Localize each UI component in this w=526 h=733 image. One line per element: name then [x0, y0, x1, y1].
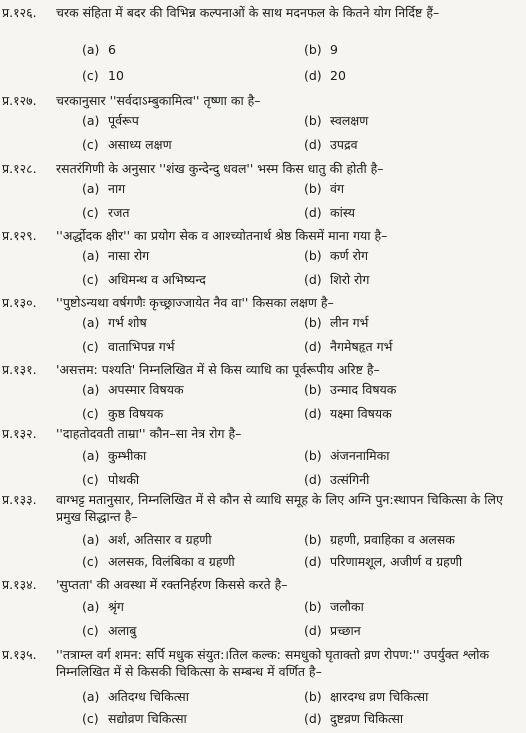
option-a: (a) 6	[82, 42, 116, 57]
option-b: (b) उन्माद विषयक	[304, 382, 397, 397]
question-text: चरक संहिता में बदर की विभिन्न कल्पनाओं के साथ मदनफल के कितने योग निर्दिष्ट हैं–	[56, 5, 440, 20]
option-a: (a) गर्भ शोष	[82, 315, 147, 330]
question-text: ''दाहतोदवती ताम्रा'' कौन–सा नेत्र रोग है–	[56, 426, 242, 441]
question-text: चरकानुसार ''सर्वदाऽम्बुकामित्व'' तृष्णा का है–	[56, 93, 261, 108]
question-text: ''अर्द्धोदक क्षीर'' का प्रयोग सेक व आश्च्योतनार्थ श्रेष्ठ किसमें माना गया है–	[56, 228, 388, 243]
option-c: (c) अलसक, विलंबिका व ग्रहणी	[82, 554, 235, 569]
option-c: (c) कुष्ठ विषयक	[82, 406, 164, 421]
option-a: (a) पूर्वरूप	[82, 113, 139, 128]
option-c: (c) असाध्य लक्षण	[82, 137, 172, 152]
option-b: (b) क्षारदग्ध व्रण चिकित्सा	[304, 689, 429, 704]
question-number: प्र.१३५.	[2, 647, 37, 662]
option-b: (b) लीन गर्भ	[304, 315, 369, 330]
question-text: रसतरंगिणी के अनुसार ''शंख कुन्देन्दु धवल'' भस्म किस धातु की होती है–	[56, 161, 384, 176]
option-a: (a) श्रृंग	[82, 599, 124, 614]
option-c: (c) सद्योव्रण चिकित्सा	[82, 711, 187, 726]
option-d: (d) दुष्टव्रण चिकित्सा	[304, 711, 404, 726]
option-a: (a) अपस्मार विषयक	[82, 382, 184, 397]
option-b: (b) स्वलक्षण	[304, 113, 369, 128]
option-d: (d) परिणामशूल, अजीर्ण व ग्रहणी	[304, 554, 463, 569]
option-c: (c) पोथकी	[82, 472, 140, 487]
option-a: (a) कुम्भीका	[82, 448, 147, 463]
question-number: प्र.१२७.	[2, 93, 37, 108]
option-d: (d) प्रच्छान	[304, 623, 361, 638]
option-d: (d) 20	[304, 68, 346, 83]
option-d: (d) यक्ष्मा विषयक	[304, 406, 392, 421]
question-number: प्र.१२९.	[2, 228, 37, 243]
option-c: (c) अलाबु	[82, 623, 137, 638]
option-d: (d) शिरो रोग	[304, 272, 370, 287]
question-text: 'सुप्तता' की अवस्था में रक्तनिर्हरण किससे करते है–	[56, 577, 288, 592]
question-number: प्र.१३०.	[2, 295, 37, 310]
question-number: प्र.१३४.	[2, 577, 37, 592]
option-a: (a) अतिदग्ध चिकित्सा	[82, 689, 189, 704]
option-d: (d) उत्संगिनी	[304, 472, 370, 487]
question-number: प्र.१३२.	[2, 426, 37, 441]
option-b: (b) कर्ण रोग	[304, 248, 368, 263]
option-a: (a) नासा रोग	[82, 248, 150, 263]
question-number: प्र.१२८.	[2, 161, 37, 176]
question-text: वाग्भट्ट मतानुसार, निम्नलिखित में से कौन से व्याधि समूह के लिए अग्नि पुन:स्थापन चिकित्सा के लिए प्रमुख सिद्धान्त है–	[56, 492, 503, 524]
option-c: (c) 10	[82, 68, 124, 83]
option-c: (c) अधिमन्थ व अभिष्यन्द	[82, 272, 206, 287]
option-d: (d) कांस्य	[304, 205, 355, 220]
question-text: 'असत्तम: पश्यति' निम्नलिखित में से किस व्याधि का पूर्वरूपीय अरिष्ट है–	[56, 362, 380, 377]
option-b: (b) 9	[304, 42, 338, 57]
question-number: प्र.१३१.	[2, 362, 37, 377]
question-number: प्र.१२६.	[2, 5, 37, 20]
option-a: (a) अर्श, अतिसार व ग्रहणी	[82, 532, 212, 547]
option-a: (a) नाग	[82, 181, 126, 196]
option-b: (b) ग्रहणी, प्रवाहिका व अलसक	[304, 532, 455, 547]
question-text: ''तत्राम्ल वर्ग शमन: सर्पि मधुक संयुत:।तिल कल्क: समधुको घृताक्तो व्रण रोपण:'' उपर्युक्त श्लोक निम्नलिखित में से किसकी चिकित्सा के सम्बन्ध में वर्णित है–	[56, 647, 490, 679]
option-c: (c) वाताभिपन्न गर्भ	[82, 339, 175, 354]
question-text: ''पुष्टोऽन्यथा वर्षगणैः कृच्छ्राज्जायेत नैव वा'' किसका लक्षण है–	[56, 295, 334, 310]
question-number: प्र.१३३.	[2, 492, 37, 507]
option-b: (b) वंग	[304, 181, 344, 196]
option-b: (b) जलौका	[304, 599, 364, 614]
option-b: (b) अंजननामिका	[304, 448, 390, 463]
option-c: (c) रजत	[82, 205, 130, 220]
option-d: (d) उपद्रव	[304, 137, 358, 152]
option-d: (d) नैगमेषहृत गर्भ	[304, 339, 393, 354]
